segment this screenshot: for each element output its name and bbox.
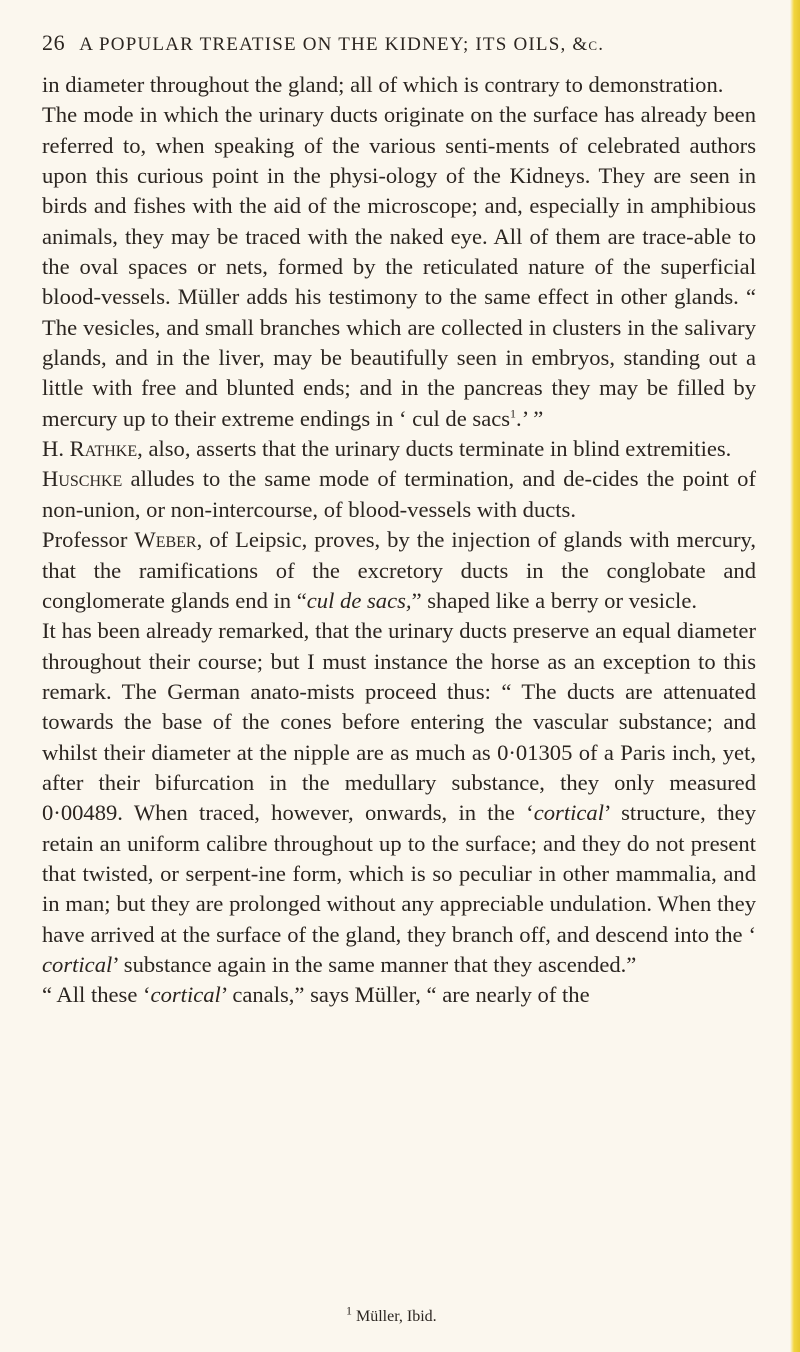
footnote-text: Müller, Ibid. [356, 1308, 437, 1325]
paragraph [42, 616, 756, 980]
text-run: .’ ” [516, 405, 544, 431]
page-header [42, 30, 762, 56]
text-run: ’ canals,” says Müller, “ are nearly of the [220, 982, 590, 1008]
text-run: It has been already remarked, that the urinary ducts preserve an equal diameter throughout their course; but I must instance the horse as an exception to this remark. The German anato-mists proceed thus: “ The ducts are attenuated towards the base of the cones before entering the vascular substance; and whilst their diameter at the nipple are as much as 0·01305 of a Paris inch, yet, after their bifurcation in the medullary substance, they only measured 0·00489. When traced, however, onwards, in the ‘ [42, 618, 756, 826]
paragraph [42, 70, 756, 100]
footnote-ref: 1 [510, 406, 517, 421]
italic-text: cortical [42, 951, 113, 977]
paragraph [42, 464, 756, 525]
paragraph [42, 100, 756, 434]
italic-text: cortical [533, 800, 604, 826]
author-name: Huschke [42, 466, 123, 492]
text-run: The mode in which the urinary ducts originate on the surface has already been referred to, when speaking of the various senti-ments of celebrated authors upon this curious point in the physi-ology of the Kidneys. They are seen in birds and fishes with the aid of the microscope; and, especially in amphibious animals, they may be traced with the naked eye. All of them are trace-able to the oval spaces or nets, formed by the reticulated nature of the superficial blood-vessels. Müller adds his testimony to the same effect in other glands. “ The vesicles, and small branches which are collected in clusters in the salivary glands, and in the liver, may be beautifully seen in embryos, standing out a little with free and blunted ends; and in the pancreas they may be filled by mercury up to their extreme endings in ‘ cul de sacs [42, 102, 756, 431]
paragraph [42, 525, 756, 616]
text-run: Professor [42, 527, 135, 553]
text-run: ” shaped like a berry or vesicle. [411, 587, 697, 613]
author-name: Weber [134, 527, 197, 553]
author-name: Rathke [69, 436, 138, 462]
italic-text: cortical [150, 982, 221, 1008]
text-run: H. [42, 436, 70, 462]
text-run: , also, asserts that the urinary ducts terminate in blind extremities. [137, 436, 732, 462]
page-number: 26 [42, 30, 66, 55]
body-text [42, 70, 756, 1011]
text-run: , of Leipsic, proves, by the injection of glands with mercury, that the ramifications of the excretory ducts in the conglobate and conglomerate glands end in “ [42, 527, 756, 613]
text-run: “ All these ‘ [42, 982, 151, 1008]
paragraph [42, 434, 756, 464]
page-edge [790, 0, 800, 1352]
footnote-marker: 1 [346, 1303, 352, 1318]
paragraph [42, 980, 756, 1010]
text-run: ’ substance again in the same manner that they ascended.” [112, 951, 637, 977]
text-run: ’ structure, they retain an uniform calibre throughout up to the surface; and they do not present that twisted, or serpent-ine form, which is so peculiar in other mammalia, and in man; but they are prolonged without any appreciable undulation. When they have arrived at the surface of the gland, they branch off, and descend into the ‘ [42, 800, 756, 947]
text-run: in diameter throughout the gland; all of which is contrary to demonstration. [42, 72, 724, 97]
text-run: alludes to the same mode of termination, and de-cides the point of non-union, or non-intercourse, of blood-vessels with ducts. [42, 466, 756, 522]
running-title: A POPULAR TREATISE ON THE KIDNEY; ITS OILS, &c. [79, 34, 605, 55]
footnote [346, 1303, 437, 1326]
italic-text: cul de sacs, [306, 587, 412, 613]
